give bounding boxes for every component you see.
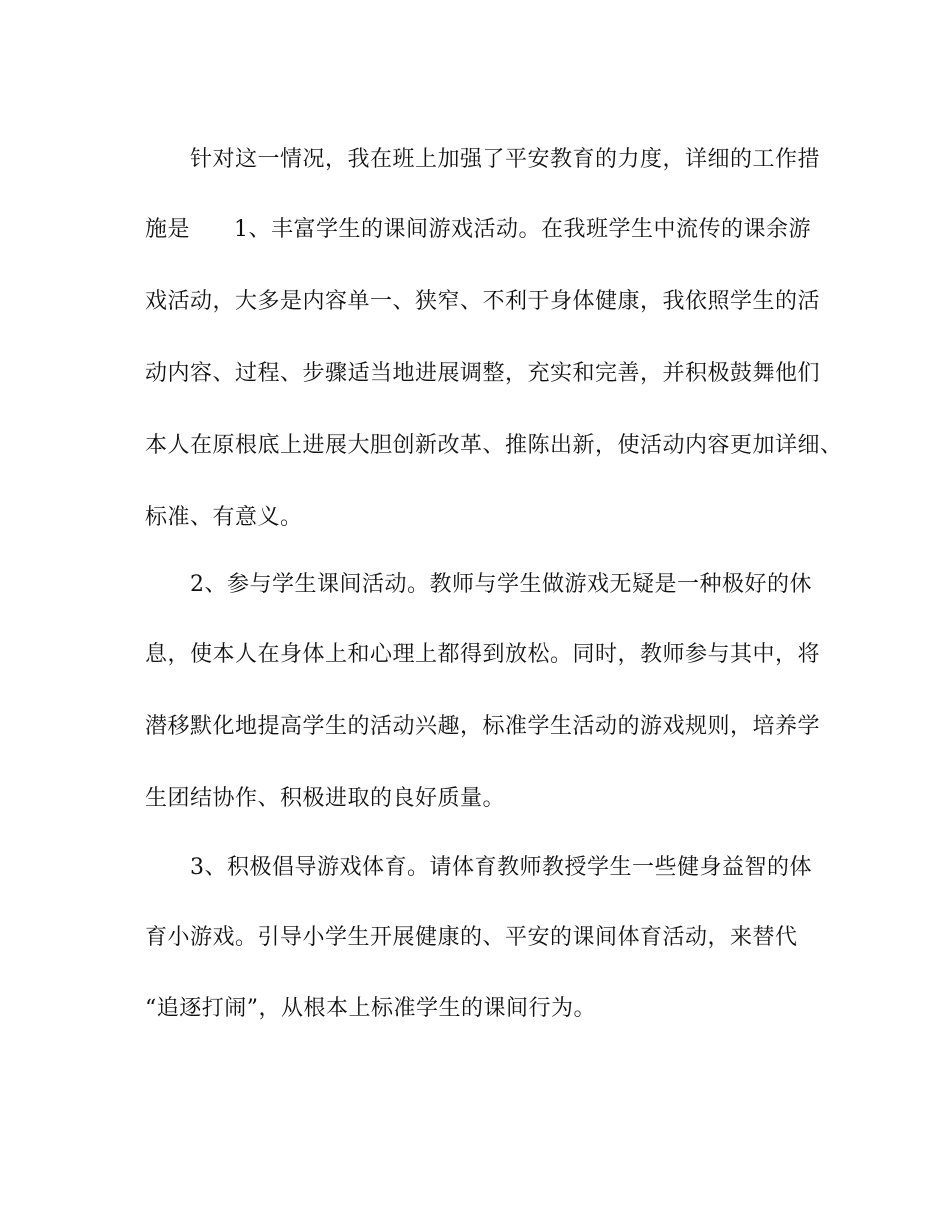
paragraph-line: 潜移默化地提高学生的活动兴趣，标准学生活动的游戏规则，培养学 xyxy=(145,714,821,739)
line-text: 施是 xyxy=(145,217,191,242)
line-text: 1、丰富学生的课间游戏活动。在我班学生中流传的课余游 xyxy=(234,217,812,242)
paragraph-line: 息，使本人在身体上和心理上都得到放松。同时，教师参与其中，将 xyxy=(145,642,821,667)
paragraph-line: 针对这一情况，我在班上加强了平安教育的力度，详细的工作措 xyxy=(190,147,821,172)
paragraph-line: 标准、有意义。 xyxy=(145,505,303,530)
paragraph-line: 动内容、过程、步骤适当地进展调整，充实和完善，并积极鼓舞他们 xyxy=(145,361,821,386)
paragraph-line: 生团结协作、积极进取的良好质量。 xyxy=(145,786,506,811)
paragraph-line: 3、积极倡导游戏体育。请体育教师教授学生一些健身益智的体 xyxy=(190,855,812,880)
paragraph-line: 育小游戏。引导小学生开展健康的、平安的课间体育活动，来替代 xyxy=(145,925,798,950)
paragraph-line xyxy=(145,215,811,245)
paragraph-line: “追逐打闹”，从根本上标准学生的课间行为。 xyxy=(145,996,596,1021)
paragraph-line: 2、参与学生课间活动。教师与学生做游戏无疑是一种极好的休 xyxy=(190,572,812,597)
paragraph-line: 戏活动，大多是内容单一、狭窄、不利于身体健康，我依照学生的活 xyxy=(145,289,821,314)
paragraph-line: 本人在原根底上进展大胆创新改革、推陈出新，使活动内容更加详细、 xyxy=(145,433,843,458)
